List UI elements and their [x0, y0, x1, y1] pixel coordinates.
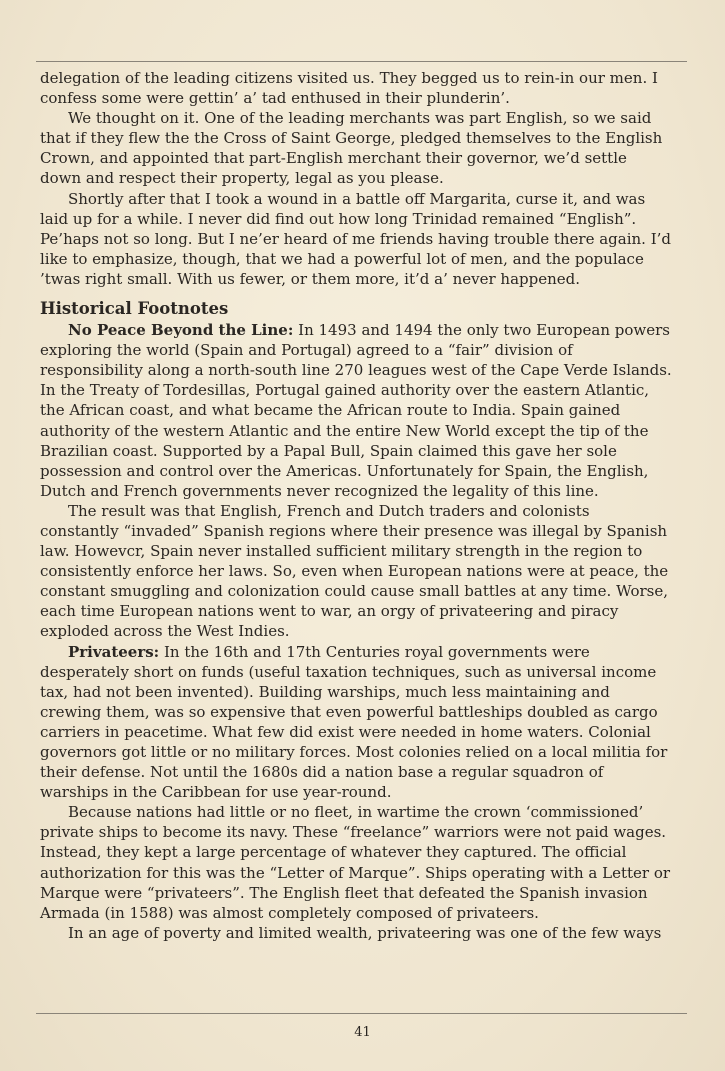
- text-no-peace: In 1493 and 1494 the only two European powers exploring the world (Spain and Portugal) agreed to a “fair” division of responsibility along a north-south line 270 leagues west of the Cape Verde Islands. In the Treaty of Tordesillas, Portugal gained authority over the eastern Atlantic, the African coast, and what became the African route to India. Spain gained authority of the western Atlantic and the entire New World except the tip of the Brazilian coast. Supported by a Papal Bull, Spain claimed this gave her sole possession and control over the Americas. Unfortunately for Spain, the English, Dutch and French governments never recognized the legality of this line.: [40, 321, 672, 500]
- paragraph-age: In an age of poverty and limited wealth, privateering was one of the few ways: [68, 923, 662, 942]
- paragraph-shortly-after: Shortly after that I took a wound in a battle off Margarita, curse it, and was laid up for a while. I never did find out how long Trinidad remained “English”. Pe’haps not so long. But I ne’er heard of me friends having trouble there again. I’d like to emphasize, though, that we had a powerful lot of men, and the populace ’twas right small. With us fewer, or them more, it’d a’ never happened.: [40, 189, 672, 288]
- footer-rule: [36, 1013, 687, 1014]
- paragraph-because: Because nations had little or no fleet, in wartime the crown ‘commissioned’ private ships to become its navy. These “freelance” warriors were not paid wages. Instead, they kept a large percentage of whatever they captured. The official authorization for this was the “Letter of Marque”. Ships operating with a Letter or Marque were “privateers”. The English fleet that defeated the Spanish invasion Armada (in 1588) was almost completely composed of privateers.: [40, 803, 671, 922]
- page-body: [40, 68, 672, 943]
- paragraph-no-peace: [40, 320, 672, 501]
- paragraph-result: The result was that English, French and Dutch traders and colonists constantly “invaded” Spanish regions where their presence was illegal by Spanish law. Howevcr, Spain never installed sufficient military strength in the region to consistently enforce her laws. So, even when European nations were at peace, the constant smuggling and colonization could cause small battles at any time. Worse, each time European nations went to war, an orgy of privateering and piracy exploded across the West Indies.: [40, 501, 669, 641]
- header-rule: [36, 61, 687, 62]
- page-number: 41: [354, 1025, 371, 1040]
- paragraph-we-thought: We thought on it. One of the leading merchants was part English, so we said that if they flew the the Cross of Saint George, pledged themselves to the English Crown, and appointed that part-English merchant their governor, we’d settle down and respect their property, legal as you please.: [40, 109, 663, 188]
- section-heading: Historical Footnotes: [40, 299, 229, 319]
- paragraph-delegation: delegation of the leading citizens visited us. They begged us to rein-in our men. I confess some were gettin’ a’ tad enthused in their plunderin’.: [40, 69, 658, 108]
- lead-privateers: Privateers:: [68, 642, 160, 661]
- lead-no-peace: No Peace Beyond the Line:: [68, 321, 294, 340]
- text-privateers: In the 16th and 17th Centuries royal governments were desperately short on funds (useful taxation techniques, such as universal income tax, had not been invented). Building warships, much less maintaining and crewing them, was so expensive that even powerful battleships doubled as cargo carriers in peacetime. What few did exist were needed in home waters. Colonial governors got little or no military forces. Most colonies relied on a local militia for their defense. Not until the 1680s did a nation base a regular squadron of warships in the Caribbean for use year-round.: [40, 642, 668, 802]
- paragraph-privateers: [40, 642, 672, 803]
